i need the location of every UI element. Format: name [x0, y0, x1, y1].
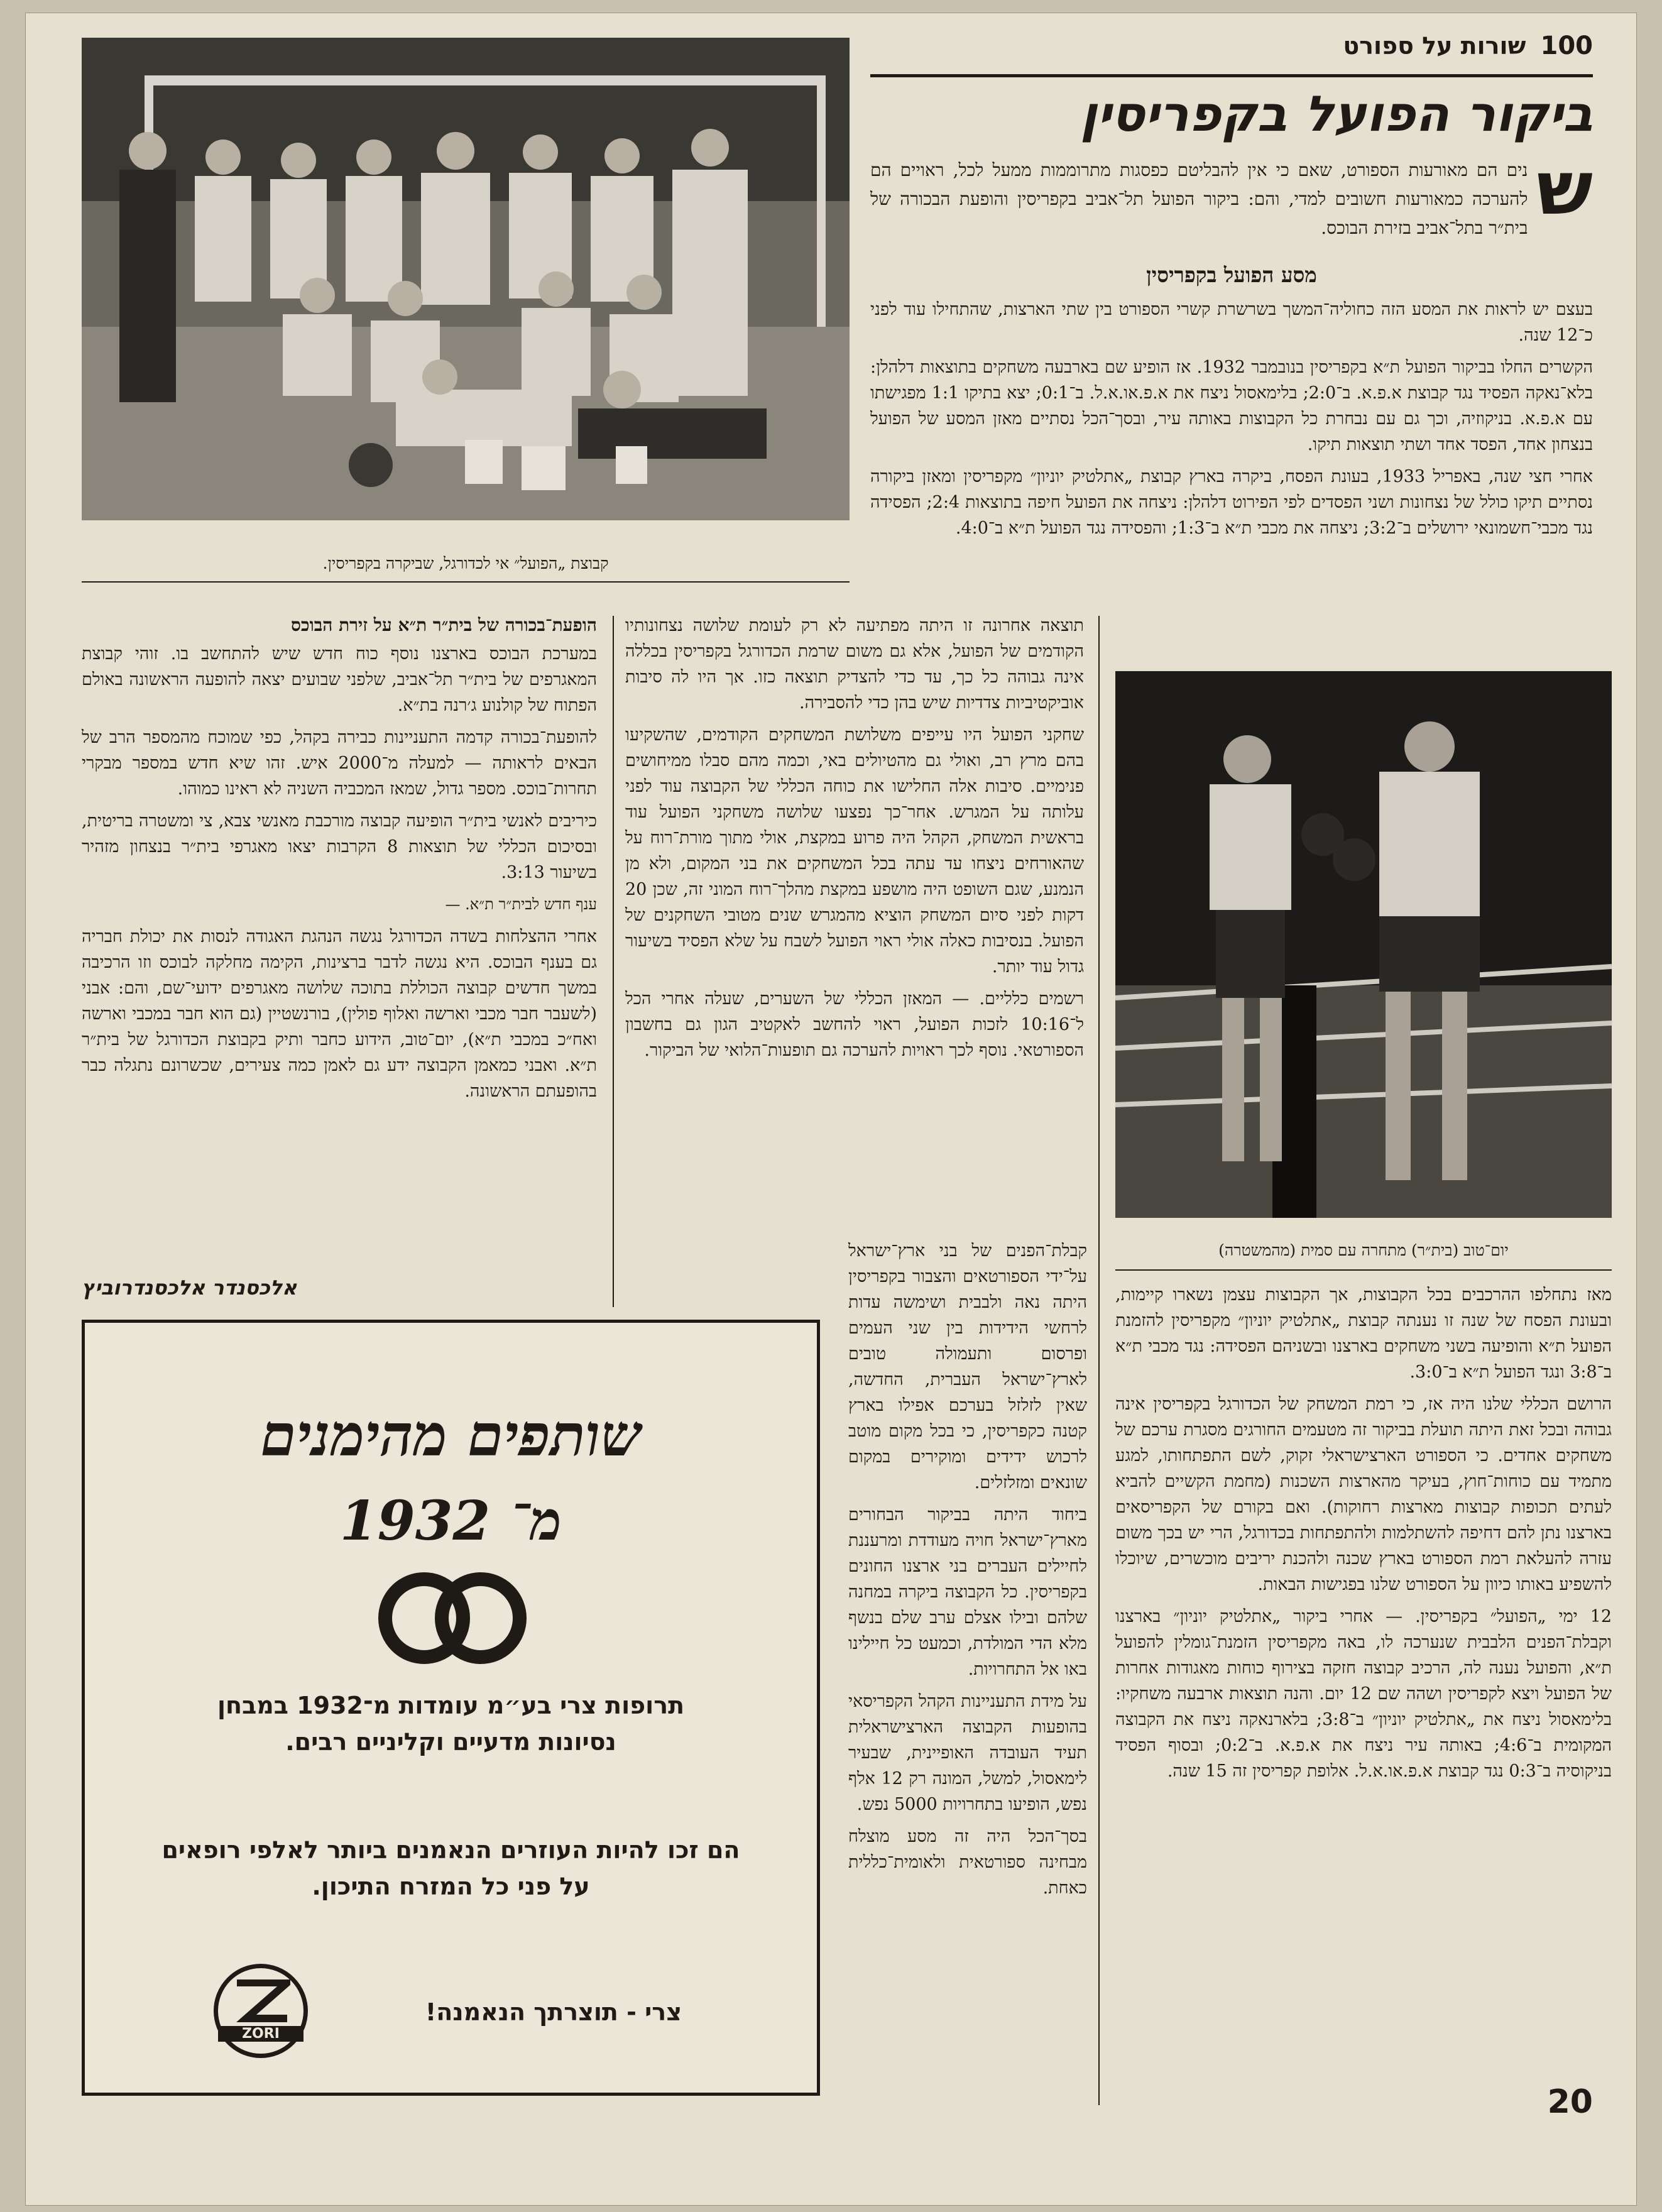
boxing-caption-rule [1115, 1269, 1612, 1271]
paragraph: 12 ימי „הפועל״ בקפריסין. — אחרי ביקור „אתלטיק יוניון״ בארצנו וקבלת־הפנים הלבבית שנערכה לו, באה מקפריסין הזמנת־גומלין להפועל ת״א, והפועל נענה לה, הרכיב קבוצה חזקה בצירוף כוחות מאגודות אחרות של הפועל ויצא לקפריסין ושהה שם 12 יום. והנה תוצאות ארבעה משחקיו: בלימאסול ניצח את „אתלטיק יוניון״ ב־3:8; בלארנאקה ניצח את הקבוצה המקומית ב־4:6; באותה עיר ניצח את א.פ.א. ב־0:2; ובסוף הפסיד בניקוסיה ב־0:3 נגד קבוצת א.פ.או.א.ל. אלופת קפריסין זה 15 שנה. [1115, 1607, 1612, 1781]
article-title: ביקור הפועל בקפריסין [1080, 86, 1593, 143]
caption-rule [82, 581, 850, 583]
right-column-upper [870, 297, 1593, 547]
ad-slogan: צרי - תוצרתך הנאמנה! [425, 1998, 682, 2026]
boxing-photo [1115, 671, 1612, 1218]
page-header [870, 31, 1593, 75]
zori-logo-icon [214, 1964, 308, 2058]
boxing-article-title: הופעת־בכורה של בית״ר ת״א על זירת הבוכס [290, 615, 597, 635]
article-lead [870, 145, 1593, 243]
zori-advertisement [82, 1320, 820, 2096]
right-column-lower [1115, 1282, 1612, 1790]
paragraph: הרושם הכללי שלנו היה אז, כי רמת המשחק של הכדורגל בקפריסין אינה גבוהה ובכל זאת היתה תועלת בביקור זה מטעמים החורגים מסגרת ערכם של משחקים אחדים. כי הספורט הארצישראלי זקוק, לשם התפתחותו, למגע מתמיד עם כוחות־חוץ, בעיקר מהארצות השכנות (מחמת הקשיים להביא לעתים תכופות קבוצות מארצות רחוקות). ואם בקורם של הקפריסאים בארצנו נתן להם דחיפה להשתלמות ולהתפתחות בכדורגל, הרי יש בכך משום עזרה להעלאת רמת הספורט בארץ שכנה ולהכנת יריבים מוכשרים, שיוכלו להשפיע באותו כיוון על הספורט שלנו בפגישות הבאות. [1115, 1394, 1612, 1594]
middle-column-narrow [848, 1238, 1087, 1907]
column-divider [613, 616, 614, 1307]
column-divider [1098, 616, 1100, 2105]
paragraph: ביחוד היתה בביקור הבחורים מארץ־ישראל חויה מעודדת ומרעננת לחיילים העברים בני ארצנו החונים בקפריסין. כל הקבוצה ביקרה במחנה שלהם ובילו אצלם ערב שלם בנשף מלא הדי המולדת, וכמעט כל חיילינו באו אל התחרויות. [848, 1505, 1087, 1679]
header-page-number: 100 [1540, 31, 1593, 60]
paragraph: ענף חדש לבית״ר ת״א. — [445, 895, 597, 913]
ad-body: תרופות צרי בע״מ עומדות מ־1932 במבחן נסיונות מדעיים וקליניים רבים. [217, 1692, 685, 1756]
middle-column [625, 613, 1084, 1070]
paragraph: כיריבים לאנשי בית״ר הופיעה קבוצה מורכבת מאנשי צבא, צי ומשטרה בריטית, ובסיכום הכללי של תוצאות 8 הקרבות יצאו מאגרפי בית״ר בנצחון מזהיר בשיעור 3:13. [82, 811, 597, 882]
paragraph: הקשרים החלו בביקור הפועל ת״א בקפריסין בנובמבר 1932. אז הופיע שם בארבעה משחקים בתוצאות דלהלן: בלא־נאקה הפסיד נגד קבוצת א.פ.א. ב־2:0; בלימאסול ניצח את א.פ.או.א.ל. ב־0:1; יצא בתיקו 1:1 מפגישתו עם א.פ.א. בניקוזיה, וכך גם עם נבחרת כל הקבוצות באותה עיר, ובסך־הכל נסתיים מאזן המסע של הפועל בנצחון אחד, הפסד אחד ושתי תוצאות תיקו. [870, 358, 1593, 454]
section-title: שורות על ספורט [1343, 32, 1526, 60]
paragraph: שחקני הפועל היו עייפים משלושת המשחקים הקודמים, שהשקיעו בהם מרץ רב, ואולי גם מהטיולים באי, וכמה מהם סבלו ממיחושים פנימיים. סיבות אלה החלישו את כוחה הכללי של הקבוצה עוד לפני עלותה על המגרש. אחר־כך נפצעו שלושה משחקני הפועל עוד בראשית המשחק, הקהל היה פרוע במקצת, אולי מתוך מורת־רוח על שהאורחים ניצחו עד עתה בכל המשחקים את בני המקום, ולא מן הנמנע, שגם השופט היה מושפע במקצת מהלך־רוח המוני זה, שכן 20 דקות לפני סיום המשחק הוציא מהמגרש שנים מטובי השחקנים של הפועל. בנסיבות כאלה אולי ראוי הפועל לשבח על שלא הפסיד בשיעור גדול עוד יותר. [625, 725, 1084, 977]
header-rule [870, 74, 1593, 77]
lead-text: נים הם מאורעות הספורט, שאם כי אין להבליטם כפסגות מתרוממות ממעל לכל, ראויים הם להערכה כמאורעות חשובים למדי, והם: ביקור הפועל תל־אביב בקפריסין והופעת הבכורה של בית״ר בתל־אביב בזירת הבוכס. [870, 160, 1528, 238]
ad-body-secondary: הם זכו להיות העוזרים הנאמנים ביותר לאלפי רופאים על פני כל המזרח התיכון. [161, 1836, 740, 1900]
paragraph: מאז נתחלפו ההרכבים בכל הקבוצות, אך הקבוצות עצמן נשארו קיימות, ובעונת הפסח של שנה זו נענתה קבוצת „אתלטיק יוניון״ מקפריסין להזמנת הפועל ת״א והופיעה בשני משחקים בארצנו ובשניהם הפסידה: נגד מכבי ת״א ב־3:8 ונגד הפועל ת״א ב־3:0. [1115, 1285, 1612, 1382]
ad-year: מ־ 1932 [339, 1489, 562, 1553]
left-column [82, 641, 597, 1110]
page-number: 20 [1547, 2083, 1593, 2121]
author-signature: אלכסנדר אלכסנדרוביץ [82, 1276, 297, 1300]
paragraph: בעצם יש לראות את המסע הזה כחוליה־המשך בשרשרת קשרי הספורט בין שתי הארצות, שהתחילו עוד לפני כ־12 שנה. [870, 300, 1593, 345]
logo-text: ZORI [218, 2026, 303, 2042]
paragraph: קבלת־הפנים של בני ארץ־ישראל על־ידי הספורטאים והצבור בקפריסין היתה נאה ולבבית ושימשה עדות לרחשי הידידות בין שני העמים ופרסום ותעמולה טובים לארץ־ישראל העברית, החדשה, שאין לזלזל בערכם אפילו בארץ קטנה כקפריסין, כי בכל מקום מוטב לרכוש ידידים ומוקירים במקום שונאים ומזלזלים. [848, 1241, 1087, 1492]
paragraph: במערכת הבוכס בארצנו נוסף כוח חדש שיש להתחשב בו. זוהי קבוצת המאגרפים של בית״ר תל־אביב, שלפני שבועים יצאה להופעה הראשונה באולם הפתוח של קולנוע ג׳רנה בת״א. [82, 644, 597, 715]
magazine-page [25, 13, 1637, 2206]
paragraph: רשמים כלליים. — המאזן הכללי של השערים, שעלה אחרי הכל ל־10:16 לזכות הפועל, ראוי להחשב לאקטיב הגון גם בחשבון הספורטאי. נוסף לכך ראויות להערכה גם תופעות־הלואי של הביקור. [625, 989, 1084, 1060]
team-photo [82, 38, 850, 520]
section-subtitle: מסע הפועל בקפריסין [1146, 263, 1317, 287]
paragraph: תוצאה אחרונה זו היתה מפתיעה לא רק לעומת שלושה נצחונותיו הקודמים של הפועל, אלא גם משום שרמת הכדורגל בקפריסין בכללה אינה גבוהה כל כך, עד כדי להצדיק תוצאה כזו. אך היו לה סיבות אוביקטיביות צדדיות שיש בהן כדי להסבירה. [625, 616, 1084, 713]
paragraph: אחרי ההצלחות בשדה הכדורגל נגשה הנהגת האגודה לנסות את יכולת חבריה גם בענף הבוכס. היא נגשה לדבר ברצינות, הקימה מחלקה לבוכס וזו הרכיבה במשך חדשים קבוצה הכוללת בתוכה שלושה מאגרפים ידועי־שם, והם: אבני (לשעבר חבר מכבי וארשה ואלוף פולין), בורנשטיין (גם הוא חבר במכבי וארשה ואח״כ במכבי ת״א), יום־טוב, הידוע כחבר ותיק בקבוצת הכדורגל של בית״ר ת״א. ואבני כמאמן הקבוצה ידע גם לאמן כמה צעירים, שכשרונם נתגלה כבר בהופעתם הראשונה. [82, 927, 597, 1101]
paragraph: בסך־הכל היה זה מסע מוצלח מבחינה ספורטאית ולאומית־כללית כאחת. [848, 1827, 1087, 1898]
boxing-photo-caption: יום־טוב (בית״ר) מתחרה עם סמית (מהמשטרה) [1218, 1241, 1509, 1259]
team-photo-caption: קבוצת „הפועל״ אי לכדורגל, שביקרה בקפריסין. [322, 554, 609, 572]
paragraph: להופעת־בכורה קדמה התעניינות כבירה בקהל, כפי שמוכח מהמספר הרב של הבאים לראותה — למעלה מ־2000 איש. זהו שיא חדש במספר מבקרי תחרות־בוכס. מספר גדול, שמאז המכביה השניה לא ראינו כמוהו. [82, 728, 598, 799]
drop-cap: ש [1536, 145, 1593, 231]
rings-emblem-icon [374, 1571, 531, 1665]
paragraph: אחרי חצי שנה, באפריל 1933, בעונת הפסח, ביקרה בארץ קבוצת „אתלטיק יוניון״ מקפריסין ומאזן ביקורה נסתיים תיקו כולל של נצחונות ושני הפסדים לפי הפירוט דלהלן: ניצחה את הפועל חיפה בתוצאות 2:4; הפסידה נגד מכבי־חשמונאי ירושלים ב־3:2; ניצחה את מכבי ת״א ב־1:3; והפסידה נגד הפועל ת״א ב־4:0. [870, 467, 1594, 538]
ad-title: שותפים מהימנים [260, 1401, 642, 1469]
paragraph: על מידת התעניינות הקהל הקפריסאי בהופעות הקבוצה הארצישראלית תעיד העובדה האופיינית, שבעיר לימאסול, למשל, המונה רק 12 אלף נפש, הופיעו בתחרויות 5000 נפש. [848, 1692, 1087, 1814]
